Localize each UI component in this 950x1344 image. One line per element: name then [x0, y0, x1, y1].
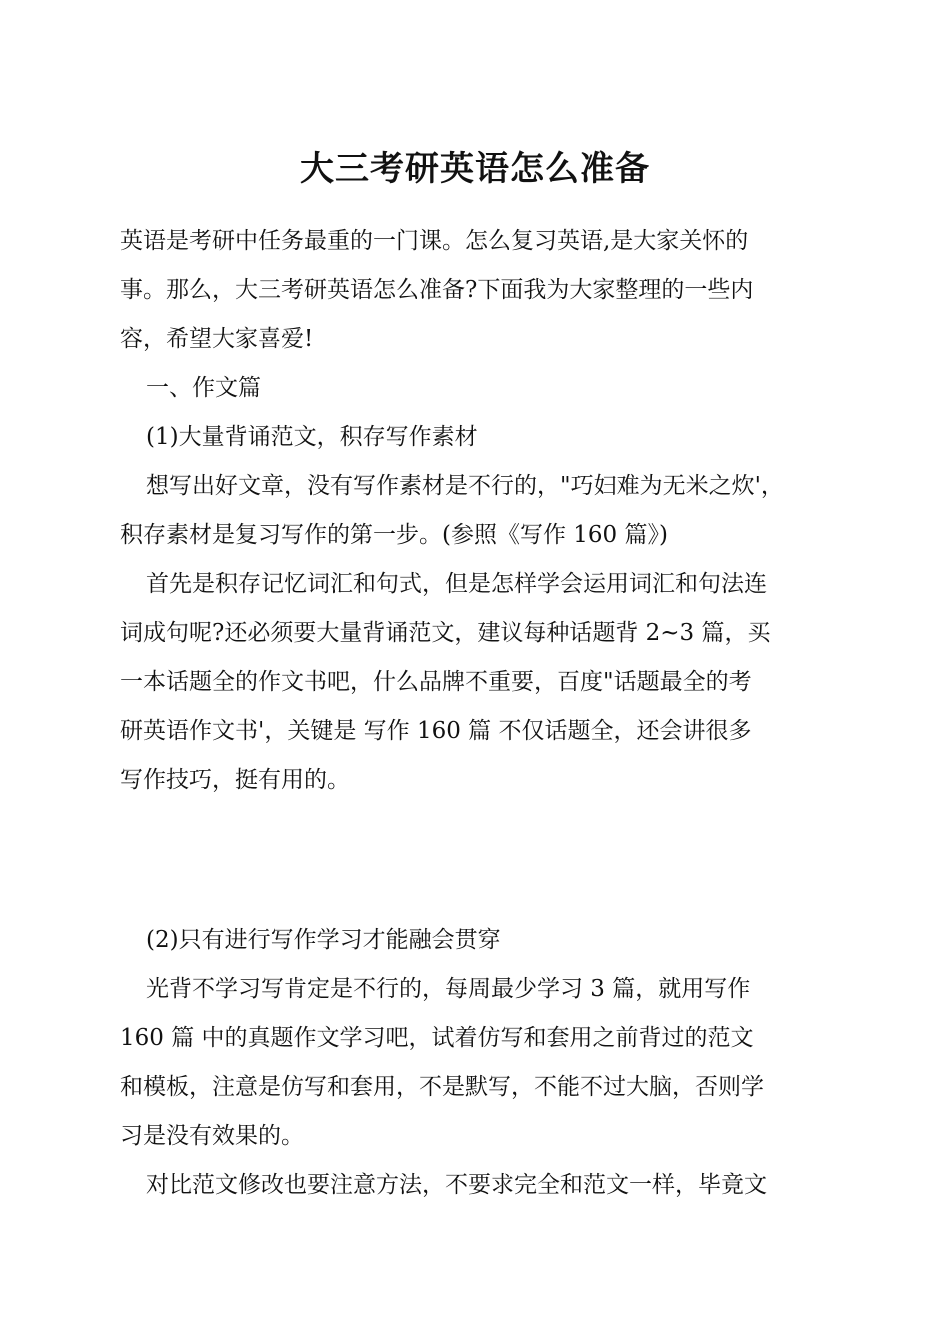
text-line: 习是没有效果的。 — [120, 1123, 304, 1149]
text-line: (2)只有进行写作学习才能融会贯穿 — [146, 927, 501, 953]
text-line: 和模板，注意是仿写和套用，不是默写，不能不过大脑，否则学 — [120, 1074, 764, 1100]
text-line: 想写出好文章，没有写作素材是不行的，"巧妇难为无米之炊'， — [146, 473, 784, 499]
text-line: 一、作文篇 — [146, 375, 261, 401]
text-line: 研英语作文书'，关键是 写作 160 篇 不仅话题全，还会讲很多 — [120, 718, 752, 744]
text-line: 词成句呢?还必须要大量背诵范文，建议每种话题背 2~3 篇，买 — [120, 620, 771, 646]
text-line: 对比范文修改也要注意方法，不要求完全和范文一样，毕竟文 — [146, 1172, 767, 1198]
body-paragraphs-2 — [120, 916, 840, 1210]
text-line: 英语是考研中任务最重的一门课。怎么复习英语,是大家关怀的 — [120, 228, 749, 254]
text-line: 光背不学习写肯定是不行的，每周最少学习 3 篇，就用写作 — [146, 976, 751, 1002]
text-line: (1)大量背诵范文，积存写作素材 — [146, 424, 478, 450]
text-line: 首先是积存记忆词汇和句式，但是怎样学会运用词汇和句法连 — [146, 571, 767, 597]
body-paragraphs-1 — [120, 217, 840, 805]
document-title: 大三考研英语怎么准备 — [300, 149, 650, 189]
text-line: 写作技巧，挺有用的。 — [120, 767, 350, 793]
text-line: 积存素材是复习写作的第一步。(参照《写作 160 篇》) — [120, 522, 668, 548]
text-line: 事。那么，大三考研英语怎么准备?下面我为大家整理的一些内 — [120, 277, 754, 303]
text-line: 160 篇 中的真题作文学习吧，试着仿写和套用之前背过的范文 — [120, 1025, 754, 1051]
text-line: 容，希望大家喜爱! — [120, 326, 314, 352]
text-line: 一本话题全的作文书吧，什么品牌不重要，百度"话题最全的考 — [120, 669, 752, 695]
